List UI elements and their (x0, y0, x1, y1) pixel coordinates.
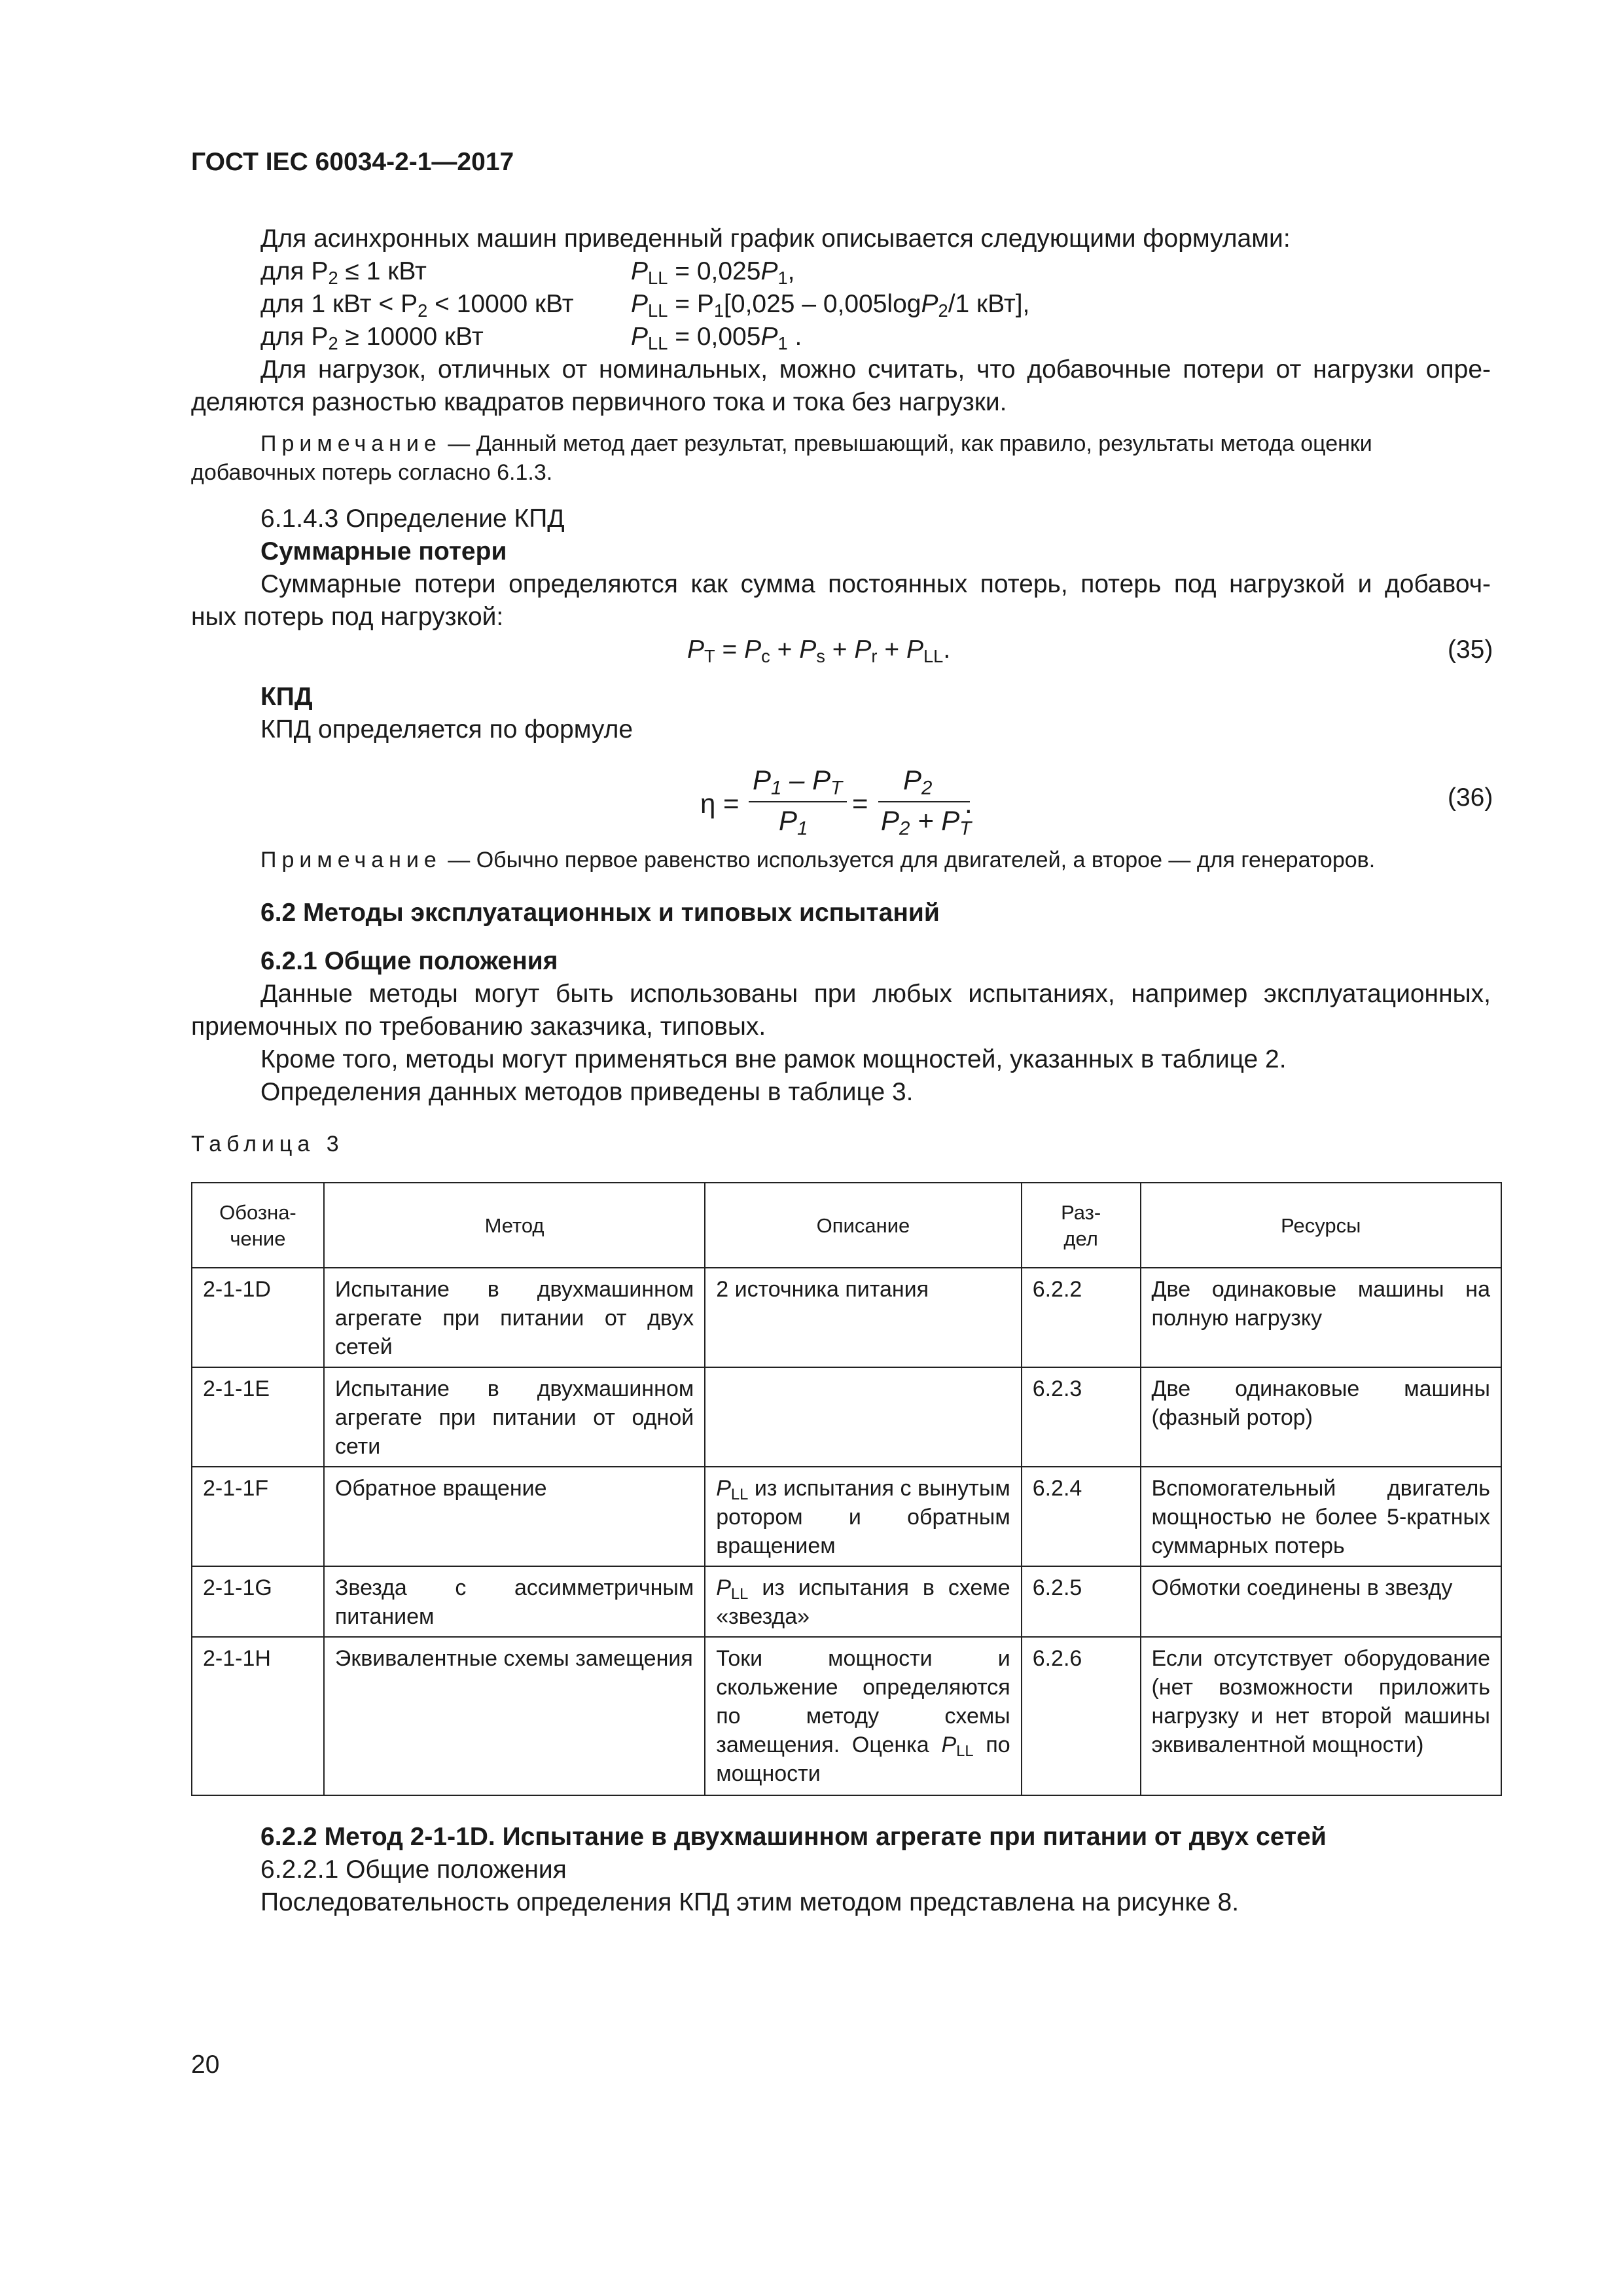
intro-paragraph-line1: Для нагрузок, отличных от номинальных, можно считать, что добавочные потери от нагрузки опре- (260, 355, 1491, 384)
table-3 (191, 1182, 1502, 1796)
cell-description: $P_{LL}$ из испытания с вынутым ротором и обратным вращением (705, 1467, 1021, 1566)
cell-method: Эквивалентные схемы замещения (324, 1637, 705, 1795)
table-caption: Таблица 3 (191, 1132, 344, 1157)
cell-code: 2-1-1E (192, 1367, 324, 1467)
document-header: ГОСТ IEC 60034-2-1—2017 (191, 148, 514, 176)
page-number: 20 (191, 2051, 220, 2079)
note-1-line1: Примечание — Данный метод дает результат, превышающий, как правило, результаты метода оценки (260, 431, 1372, 456)
equation-36: η = $P_1 - P_T$ $P_1$ = $P_2$ $P_2 + P_T$ . (700, 764, 972, 840)
section-62-p1-line2: приемочных по требованию заказчика, типовых. (191, 1013, 766, 1041)
note-2: Примечание — Обычно первое равенство используется для двигателей, а второе — для генераторов. (260, 848, 1376, 872)
efficiency-line: КПД определяется по формуле (260, 715, 633, 744)
section-heading-6143: 6.1.4.3 Определение КПД (260, 505, 565, 533)
cell-section: 6.2.4 (1022, 1467, 1141, 1566)
section-heading-6221: 6.2.2.1 Общие положения (260, 1856, 567, 1884)
table-row (192, 1467, 1501, 1566)
header-method: Метод (324, 1183, 705, 1268)
cell-resources: Вспомогательный двигатель мощностью не более 5-кратных суммарных потерь (1141, 1467, 1501, 1566)
intro-paragraph-line2: деляются разностью квадратов первичного тока и тока без нагрузки. (191, 388, 1007, 416)
cell-resources: Две одинаковые машины (фазный ротор) (1141, 1367, 1501, 1467)
table-header-row (192, 1183, 1501, 1268)
section-heading-622: 6.2.2 Метод 2-1-1D. Испытание в двухмашинном агрегате при питании от двух сетей (260, 1823, 1327, 1851)
cell-description: $P_{LL}$ из испытания в схеме «звезда» (705, 1566, 1021, 1637)
cell-method: Обратное вращение (324, 1467, 705, 1566)
table-row (192, 1367, 1501, 1467)
condition-1: для $P_2 \le 1$ кВт (260, 257, 427, 288)
condition-2: для 1 кВт < $P_2 < 10000$ кВт (260, 290, 574, 321)
cell-code: 2-1-1G (192, 1566, 324, 1637)
section-622-text: Последовательность определения КПД этим методом представлена на рисунке 8. (260, 1888, 1240, 1916)
header-resources: Ресурсы (1141, 1183, 1501, 1268)
cell-resources: Если отсутствует оборудование (нет возможности приложить нагрузку и нет второй машины эквивалентной мощности) (1141, 1637, 1501, 1795)
cell-code: 2-1-1D (192, 1268, 324, 1367)
cell-resources: Две одинаковые машины на полную нагрузку (1141, 1268, 1501, 1367)
section-heading-621: 6.2.1 Общие положения (260, 947, 558, 975)
section-heading-62: 6.2 Методы эксплуатационных и типовых испытаний (260, 899, 940, 927)
section-62-p1-line1: Данные методы могут быть использованы при любых испытаниях, например эксплуатационных, (260, 980, 1491, 1008)
intro-line: Для асинхронных машин приведенный график описывается следующими формулами: (260, 224, 1291, 253)
cell-description: Токи мощности и скольжение определяются по методу схемы замещения. Оценка $P_{LL}$ по мощности (705, 1637, 1021, 1795)
cell-section: 6.2.2 (1022, 1268, 1141, 1367)
condition-3: для $P_2 \ge 10000$ кВт (260, 323, 484, 353)
header-description: Описание (705, 1183, 1021, 1268)
cell-section: 6.2.6 (1022, 1637, 1141, 1795)
equation-36-number: (36) (1448, 783, 1493, 812)
cell-method: Испытание в двухмашинном агрегате при питании от одной сети (324, 1367, 705, 1467)
equation-35-number: (35) (1448, 636, 1493, 664)
cell-section: 6.2.3 (1022, 1367, 1141, 1467)
formula-1: $P_{LL} = 0,025P_1$, (631, 257, 795, 288)
table-row (192, 1268, 1501, 1367)
subheading-total-losses: Суммарные потери (260, 537, 507, 565)
cell-description: 2 источника питания (705, 1268, 1021, 1367)
cell-code: 2-1-1F (192, 1467, 324, 1566)
cell-resources: Обмотки соединены в звезду (1141, 1566, 1501, 1637)
table-row (192, 1637, 1501, 1795)
total-losses-line2: ных потерь под нагрузкой: (191, 603, 504, 631)
formula-3: $P_{LL} = 0,005P_1$ . (631, 323, 802, 353)
section-62-p2: Кроме того, методы могут применяться вне рамок мощностей, указанных в таблице 2. (260, 1045, 1287, 1073)
header-section: Раз- дел (1022, 1183, 1141, 1268)
note-1-line2: добавочных потерь согласно 6.1.3. (191, 460, 553, 485)
cell-method: Испытание в двухмашинном агрегате при питании от двух сетей (324, 1268, 705, 1367)
cell-code: 2-1-1H (192, 1637, 324, 1795)
subheading-efficiency: КПД (260, 683, 313, 711)
cell-section: 6.2.5 (1022, 1566, 1141, 1637)
cell-method: Звезда с ассимметричным питанием (324, 1566, 705, 1637)
cell-description (705, 1367, 1021, 1467)
formula-2: $P_{LL} = P_1[0,025 - 0,005\log P_2/1$ кВт], (631, 290, 1030, 321)
table-row (192, 1566, 1501, 1637)
total-losses-line1: Суммарные потери определяются как сумма постоянных потерь, потерь под нагрузкой и добавоч- (260, 570, 1491, 598)
equation-35: $P_T = P_c + P_s + P_r + P_{LL}$. (687, 636, 951, 666)
header-code: Обозна- чение (192, 1183, 324, 1268)
section-62-p3: Определения данных методов приведены в таблице 3. (260, 1078, 914, 1106)
